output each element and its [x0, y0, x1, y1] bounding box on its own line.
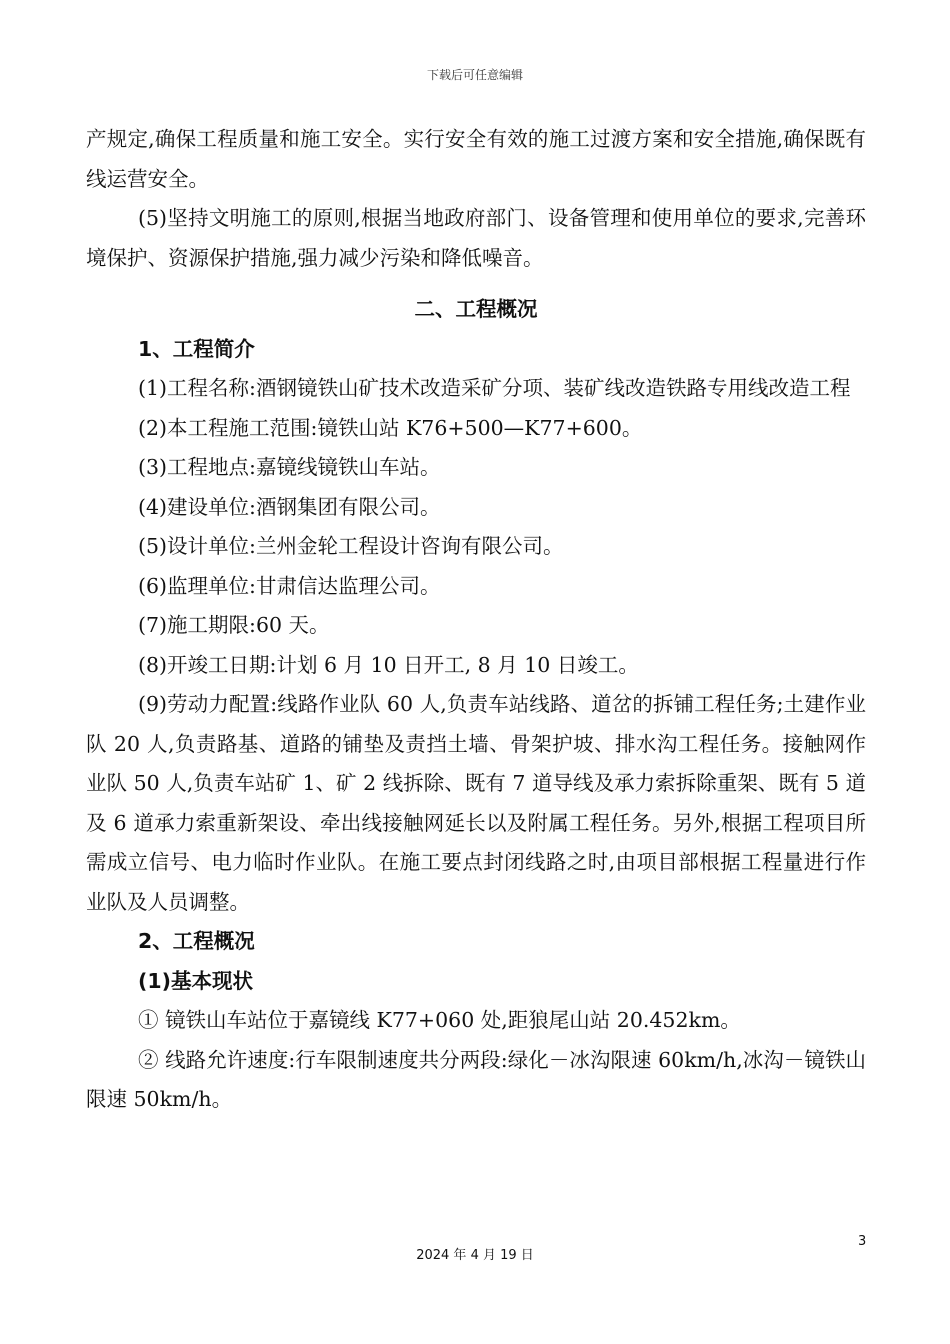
item-labor: (9)劳动力配置:线路作业队 60 人,负责车站线路、道岔的拆铺工程任务;土建作业队 20 人,负责路基、道路的铺垫及责挡土墙、骨架护坡、排水沟工程任务。接触网作业队 50 人,负责车站矿 1、矿 2 线拆除、既有 7 道导线及承力索拆除重架、既有 5 道及 6 道承力索重新架设、牵出线接触网延长以及附属工程任务。另外,根据工程项目所需成立信号、电力临时作业队。在施工要点封闭线路之时,由项目部根据工程量进行作业队及人员调整。: [86, 692, 866, 914]
item-duration: (7)施工期限:60 天。: [138, 613, 330, 637]
item-station-location: ① 镜铁山车站位于嘉镜线 K77+060 处,距狼尾山站 20.452km。: [138, 1008, 741, 1032]
item-speed-limit: ② 线路允许速度:行车限制速度共分两段:绿化－冰沟限速 60km/h,冰沟－镜铁山限速 50km/h。: [86, 1047, 866, 1111]
item-supervisor: (6)监理单位:甘肃信达监理公司。: [138, 573, 441, 598]
subsection-title-status: (1)基本现状: [138, 968, 254, 993]
subsection-title-intro: 1、工程简介: [138, 336, 255, 361]
page-number: 3: [858, 1234, 867, 1249]
subsection-title-overview: 2、工程概况: [138, 929, 255, 953]
item-dates: (8)开竣工日期:计划 6 月 10 日开工, 8 月 10 日竣工。: [138, 652, 639, 677]
section-title: 二、工程概况: [414, 297, 538, 321]
page-header: 下载后可任意编辑: [426, 68, 523, 82]
item-project-name: (1)工程名称:酒钢镜铁山矿技术改造采矿分项、装矿线改造铁路专用线改造工程: [138, 376, 851, 400]
item-owner: (4)建设单位:酒钢集团有限公司。: [138, 494, 441, 519]
item-scope: (2)本工程施工范围:镜铁山站 K76+500—K77+600。: [138, 415, 643, 440]
document-body: [86, 120, 866, 1120]
paragraph-principle-5: (5)坚持文明施工的原则,根据当地政府部门、设备管理和使用单位的要求,完善环境保护、资源保护措施,强力减少污染和降低噪音。: [86, 206, 866, 270]
page-footer-date: 2024 年 4 月 19 日: [416, 1248, 534, 1263]
item-location: (3)工程地点:嘉镜线镜铁山车站。: [138, 455, 441, 479]
paragraph-continued: 产规定,确保工程质量和施工安全。实行安全有效的施工过渡方案和安全措施,确保既有线运营安全。: [86, 127, 866, 191]
item-designer: (5)设计单位:兰州金轮工程设计咨询有限公司。: [138, 534, 564, 558]
